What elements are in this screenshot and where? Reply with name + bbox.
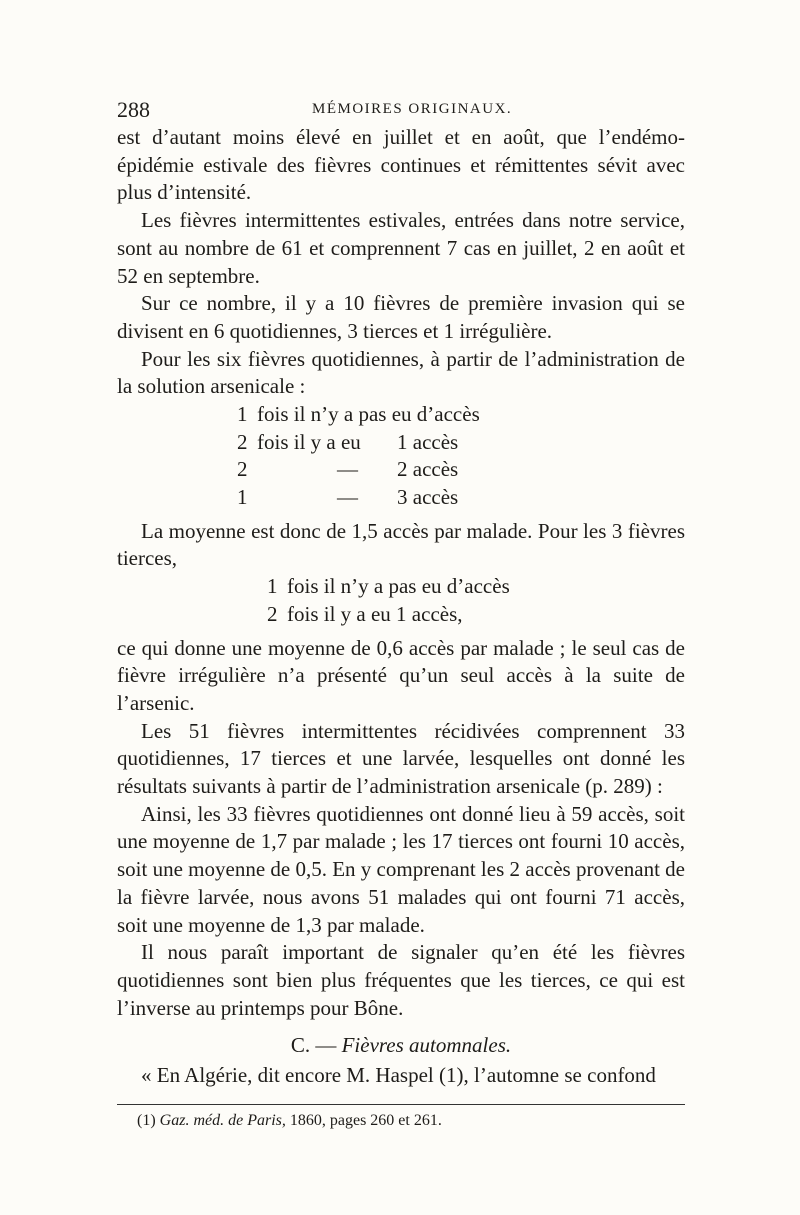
list-item [237,456,685,484]
stat-count: 1 [267,574,278,599]
stat-phrase: — [337,457,358,482]
stat-count: 2 [267,601,278,626]
paragraph: Sur ce nombre, il y a 10 fièvres de première invasion qui se divisent en 6 quotidiennes, 3 tierces et 1 irrégulière. [117,291,685,343]
footnote-divider [117,1104,685,1105]
tertian-stats-list [267,573,685,628]
stat-result: 2 accès [397,457,459,482]
page-header [117,97,685,127]
list-item [237,401,685,429]
page-number: 288 [117,97,150,122]
section-heading [117,1032,685,1060]
stat-phrase: fois il y a eu 1 accès, [287,601,463,626]
paragraph: Ainsi, les 33 fièvres quotidiennes ont donné lieu à 59 accès, soit une moyenne de 1,7 par malade ; les 17 tierces ont fourni 10 accès, soit une moyenne de 0,5. En y comprenant les 2 accès provenant de la fièvre larvée, nous avons 51 malades qui ont fourni 71 accès, soit une moyenne de 1,3 par malade. [117,801,685,937]
stat-phrase: fois il y a eu [257,429,361,454]
paragraph: Il nous paraît important de signaler qu’en été les fièvres quotidiennes sont bien plus fréquentes que les tierces, ce qui est l’inverse au printemps pour Bône. [117,940,685,1020]
section-label: C. — [290,1033,337,1058]
stat-result: 1 accès [397,429,459,454]
paragraph: ce qui donne une moyenne de 0,6 accès par malade ; le seul cas de fièvre irrégulière n’a présenté qu’un seul accès à la suite de l’arsenic. [117,635,685,715]
paragraph: Pour les six fièvres quotidiennes, à partir de l’administration de la solution arsenicale : [117,346,685,399]
paragraph: Les 51 fièvres intermittentes récidivées comprennent 33 quotidiennes, 17 tierces et une larvée, lesquelles ont donné les résultats suivants à partir de l’administration arsenicale (p. 289) : [117,718,685,799]
paragraph: est d’autant moins élevé en juillet et en août, que l’endémo-épidémie estivale des fièvres continues et rémittentes sévit avec plus d’intensité. [117,125,685,205]
stat-phrase: fois il n’y a pas eu d’accès [287,574,510,599]
running-title: MÉMOIRES ORIGINAUX. [312,101,513,117]
stat-count: 2 [237,429,248,454]
footnote-details: 1860, pages 260 et 261. [289,1112,442,1129]
stat-count: 1 [237,485,248,510]
stat-phrase: — [337,485,358,510]
stat-result: 3 accès [397,485,459,510]
footnote [137,1112,677,1130]
list-item [237,484,685,512]
paragraph: La moyenne est donc de 1,5 accès par malade. Pour les 3 fièvres tierces, [117,518,685,571]
section-title: Fièvres automnales. [341,1033,512,1058]
stat-count: 2 [237,457,248,482]
list-item [237,429,685,457]
list-item [267,601,685,629]
list-item [267,573,685,601]
body-text [117,124,685,1090]
stat-phrase: fois il n’y a pas eu d’accès [257,402,480,427]
paragraph: Les fièvres intermittentes estivales, entrées dans notre service, sont au nombre de 61 et comprennent 7 cas en juillet, 2 en août et 52 en septembre. [117,208,685,288]
quotidian-stats-list [237,401,685,512]
stat-count: 1 [237,402,248,427]
footnote-marker: (1) [137,1112,156,1129]
paragraph: « En Algérie, dit encore M. Haspel (1), l’automne se confond [141,1063,656,1088]
footnote-source: Gaz. méd. de Paris, [159,1112,286,1129]
